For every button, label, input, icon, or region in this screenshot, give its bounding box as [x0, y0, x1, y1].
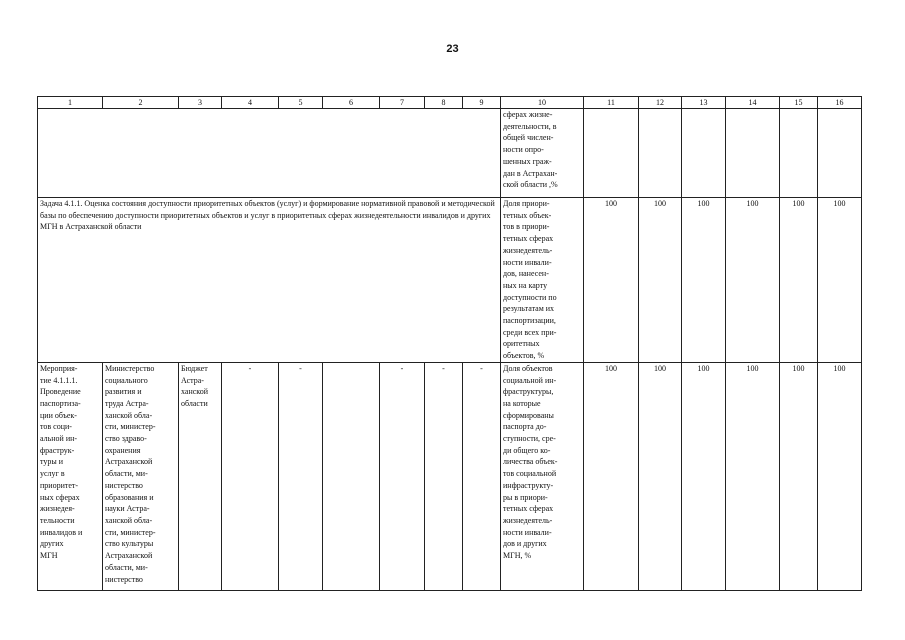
- funding-cell: -: [279, 362, 323, 590]
- event-indicator: Доля объектов социальной ин- фраструктуры, на которые сформированы паспорта до- ступности, сре- ди общего ко- личества объек- тов социальной инфраструкту- ры в приори- тетных сферах жизнедеятель- ности инвали- дов и других МГН, %: [501, 362, 584, 590]
- funding-cell: -: [222, 362, 279, 590]
- event-row: [38, 362, 862, 590]
- header-cell: 10: [501, 97, 584, 109]
- task-text: Задача 4.1.1. Оценка состояния доступности приоритетных объектов (услуг) и формирование нормативной правовой и методической базы по обеспечению доступности приоритетных объектов и услуг в приоритетных сферах жизнедеятельности инвалидов и других МГН в Астраханской области: [38, 198, 501, 363]
- header-cell: 3: [179, 97, 222, 109]
- continuation-indicator: сферах жизне- деятельности, в общей числен- ности опро- шенных граж- дан в Астрахан- ской области ,%: [501, 109, 584, 198]
- value-cell: [584, 109, 639, 198]
- value-cell: [780, 109, 818, 198]
- indicators-table: [37, 96, 862, 591]
- funding-cell: -: [380, 362, 425, 590]
- header-cell: 2: [103, 97, 179, 109]
- value-cell: [639, 109, 682, 198]
- task-row: [38, 198, 862, 363]
- value-cell: 100: [780, 362, 818, 590]
- funding-cell: -: [425, 362, 463, 590]
- value-cell: 100: [584, 362, 639, 590]
- event-executor: Министерство социального развития и труда Астра- ханской обла- сти, министер- ство здраво- охранения Астраханской области, ми- нистерство образования и науки Астра- ханской обла- сти, министер- ство культуры Астраханской области, ми- нистерство: [103, 362, 179, 590]
- header-cell: 7: [380, 97, 425, 109]
- header-cell: 9: [463, 97, 501, 109]
- header-cell: 1: [38, 97, 103, 109]
- continuation-row: [38, 109, 862, 198]
- header-row: [38, 97, 862, 109]
- header-cell: 13: [682, 97, 726, 109]
- header-cell: 14: [726, 97, 780, 109]
- header-cell: 15: [780, 97, 818, 109]
- event-name: Мероприя- тие 4.1.1.1. Проведение паспортиза- ции объек- тов соци- альной ин- фраструк- туры и услуг в приоритет- ных сферах жизнедея- тельности инвалидов и других МГН: [38, 362, 103, 590]
- value-cell: 100: [639, 198, 682, 363]
- funding-cell: -: [463, 362, 501, 590]
- event-funding-source: Бюджет Астра- ханской области: [179, 362, 222, 590]
- value-cell: 100: [780, 198, 818, 363]
- funding-cell: [323, 362, 380, 590]
- value-cell: [726, 109, 780, 198]
- task-indicator: Доля приори- тетных объек- тов в приори- тетных сферах жизнедеятель- ности инвали- дов, нанесен- ных на карту доступности по результатам их паспортизации, среди всех при- оритетных объектов, %: [501, 198, 584, 363]
- value-cell: 100: [584, 198, 639, 363]
- header-cell: 5: [279, 97, 323, 109]
- value-cell: 100: [682, 198, 726, 363]
- value-cell: [818, 109, 862, 198]
- header-cell: 12: [639, 97, 682, 109]
- header-cell: 8: [425, 97, 463, 109]
- header-cell: 6: [323, 97, 380, 109]
- value-cell: [682, 109, 726, 198]
- continuation-empty-cell: [38, 109, 501, 198]
- page-number: 23: [446, 43, 459, 55]
- value-cell: 100: [682, 362, 726, 590]
- header-cell: 16: [818, 97, 862, 109]
- value-cell: 100: [726, 198, 780, 363]
- value-cell: 100: [726, 362, 780, 590]
- header-cell: 4: [222, 97, 279, 109]
- header-cell: 11: [584, 97, 639, 109]
- value-cell: 100: [818, 362, 862, 590]
- value-cell: 100: [639, 362, 682, 590]
- value-cell: 100: [818, 198, 862, 363]
